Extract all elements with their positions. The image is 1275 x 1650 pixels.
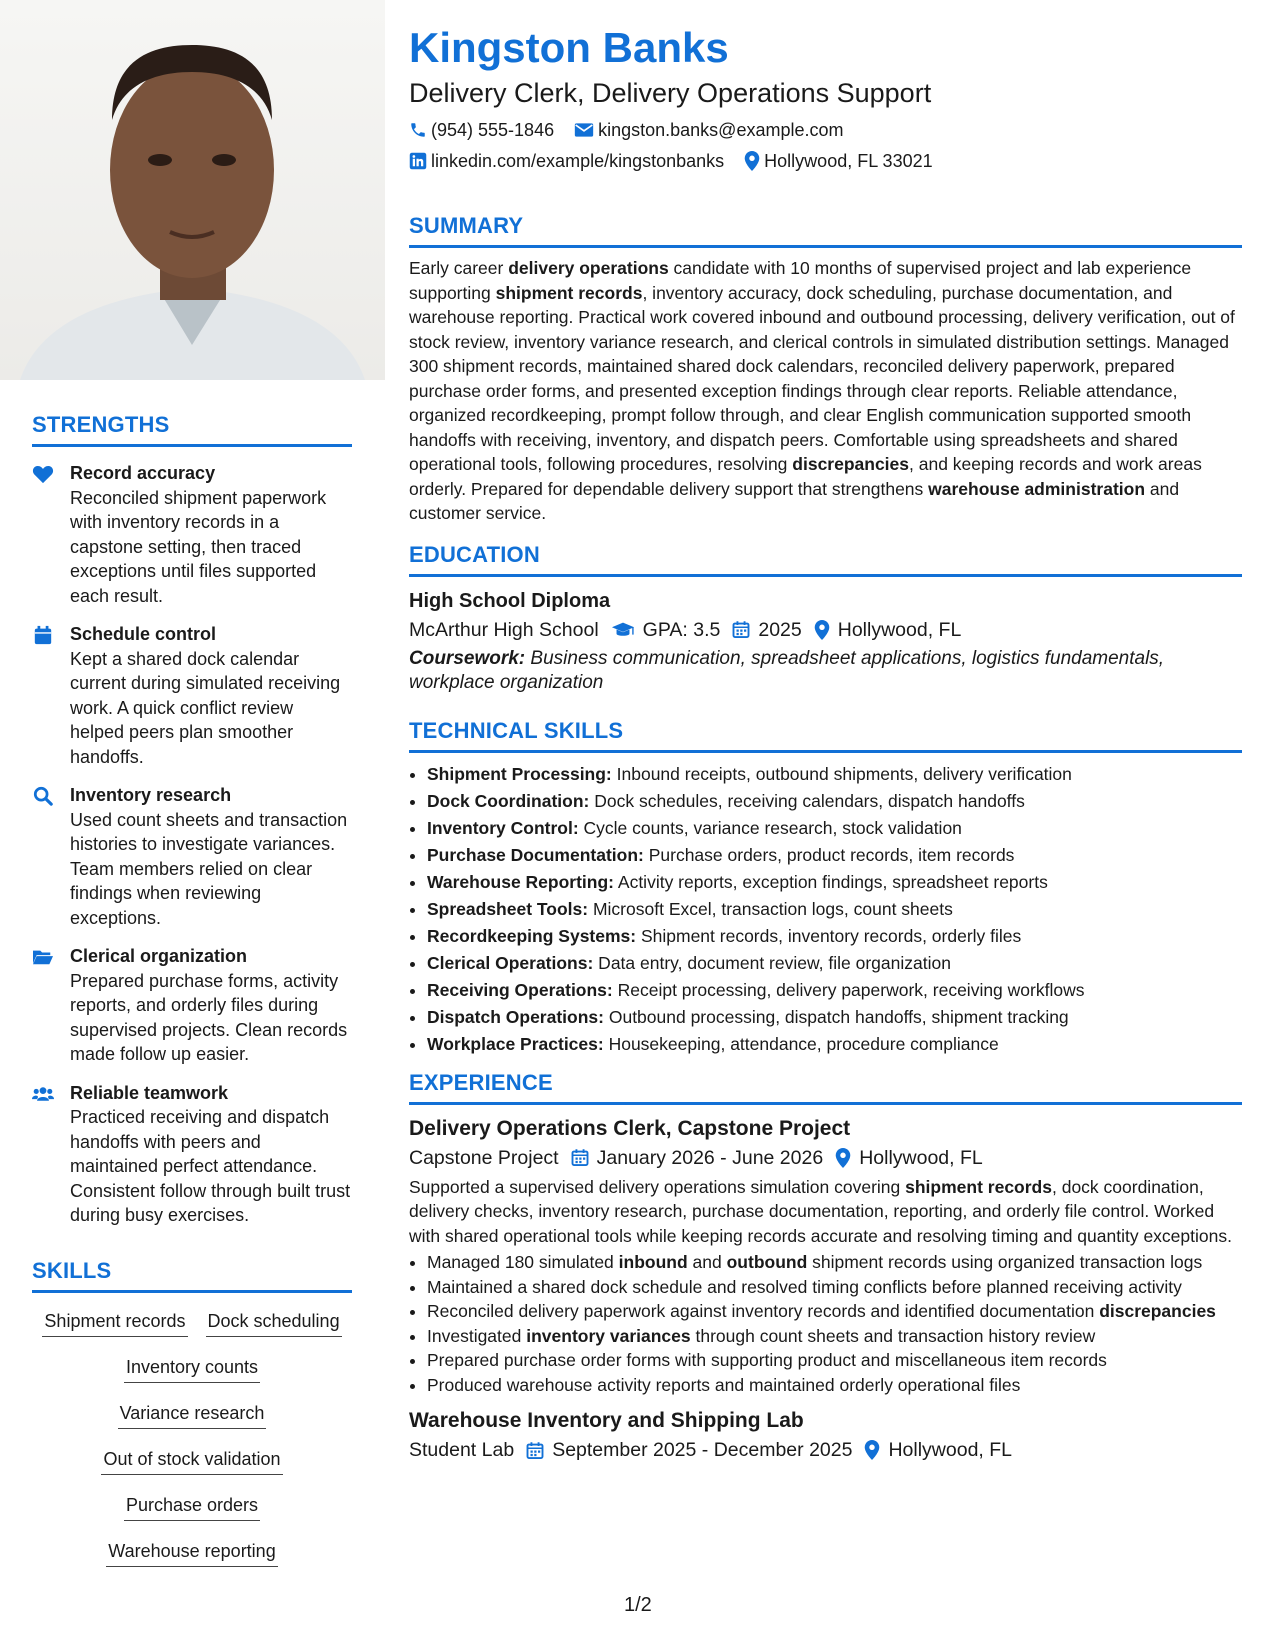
strength-text: Practiced receiving and dispatch handoffs with peers and maintained perfect attendance. Consistent follow through built trust during busy exercises. (70, 1107, 351, 1225)
text-run: through count sheets and transaction history review (690, 1325, 1096, 1346)
text-run: , dock coordination, delivery checks, inventory research, purchase documentation, reporting, and orderly file control. Worked with shared operational tools while keeping records accurate and resolving timing and quantity exceptions. (409, 1176, 1232, 1246)
strength-text: Reconciled shipment paperwork with inventory records in a capstone setting, then traced exceptions until files supported each result. (70, 487, 327, 606)
skill-chip: Purchase orders (124, 1493, 260, 1521)
tech-skill-label: Inventory Control: (427, 817, 579, 838)
phone-icon (409, 121, 427, 139)
technical-skills-list (409, 761, 1242, 1058)
bold-text: inbound (618, 1252, 688, 1272)
year-item (732, 615, 801, 645)
email-text: kingston.banks@example.com (598, 120, 844, 140)
tech-skill-label: Dispatch Operations: (427, 1006, 604, 1027)
tech-skill-item (427, 1004, 1242, 1031)
tech-skill-value: Activity reports, exception findings, spreadsheet reports (614, 871, 1048, 892)
tech-skill-label: Purchase Documentation: (427, 844, 644, 865)
search-icon (32, 786, 54, 806)
tech-skill-value: Shipment records, inventory records, orderly files (636, 925, 1022, 946)
calendar-icon (32, 625, 54, 645)
summary-rule (409, 245, 1242, 248)
job-title: Delivery Operations Clerk, Capstone Project (409, 1116, 851, 1140)
job-location-item (864, 1435, 1012, 1465)
envelope-icon (574, 122, 594, 138)
tech-skill-item (427, 815, 1242, 842)
text-run: and customer service. (409, 478, 1180, 523)
strengths-heading: STRENGTHS (32, 412, 170, 437)
bold-text: shipment records (495, 282, 643, 303)
tech-skill-label: Recordkeeping Systems: (427, 925, 637, 946)
summary-section (409, 213, 1242, 526)
strength-title: Clerical organization (70, 946, 248, 966)
tech-skill-value: Receipt processing, delivery paperwork, receiving workflows (612, 979, 1085, 1000)
summary-text (409, 256, 1242, 526)
job-location: Hollywood, FL (859, 1146, 983, 1169)
strength-title: Record accuracy (70, 463, 216, 483)
job-bullet (427, 1299, 1242, 1324)
text-run: , inventory accuracy, dock scheduling, purchase documentation, and warehouse reporting. Practical work covered inbound and outbound processing, delivery verification, out of stock review, inventory variance research, and clerical controls in simulated distribution settings. Managed 300 shipment records, maintained shared dock calendars, reconciled delivery paperwork, prepared purchase order forms, and presented exception findings through clear reports. Reliable attendance, organized recordkeeping, prompt follow through, and clear English communication supported smooth handoffs with receiving, inventory, and dispatch peers. Comfortable using spreadsheets and shared operational tools, following procedures, resolving (409, 282, 1235, 474)
bold-text: discrepancies (1099, 1301, 1216, 1321)
tech-skill-label: Dock Coordination: (427, 790, 590, 811)
tech-skill-value: Dock schedules, receiving calendars, dispatch handoffs (589, 790, 1025, 811)
gpa-text: GPA: 3.5 (642, 618, 721, 641)
tech-skill-value: Data entry, document review, file organization (593, 952, 951, 973)
linkedin-text: linkedin.com/example/kingstonbanks (431, 151, 725, 171)
location-pin-icon (814, 620, 830, 640)
location-pin-icon (744, 151, 760, 171)
job-meta (409, 1143, 1242, 1173)
job-location: Hollywood, FL (888, 1439, 1013, 1461)
bold-text: delivery operations (508, 258, 669, 278)
users-icon (32, 1084, 54, 1104)
tech-skill-value: Housekeeping, attendance, procedure compliance (603, 1033, 999, 1054)
strength-text: Prepared purchase forms, activity reports, and orderly files during supervised projects. Clean records made follow up easier. (70, 970, 348, 1064)
job-bullet (427, 1250, 1242, 1275)
skill-chip: Warehouse reporting (106, 1539, 277, 1567)
job-bullet (427, 1324, 1242, 1349)
strength-text: Kept a shared dock calendar current during simulated receiving work. A quick conflict review helped peers plan smoother handoffs. (70, 648, 341, 767)
tech-skill-label: Shipment Processing: (427, 763, 612, 784)
experience-section (409, 1070, 1242, 1466)
job-description (409, 1175, 1242, 1249)
tech-skill-label: Spreadsheet Tools: (427, 898, 589, 919)
strength-title: Inventory research (70, 785, 232, 805)
text-run: Produced warehouse activity reports and maintained orderly operational files (427, 1374, 1021, 1395)
education-degree: High School Diploma (409, 589, 611, 612)
phone-contact[interactable] (409, 118, 554, 142)
education-section (409, 542, 1242, 696)
summary-heading: SUMMARY (409, 213, 524, 238)
location-contact (744, 149, 932, 173)
school-name: McArthur High School (409, 618, 599, 641)
tech-skill-label: Workplace Practices: (427, 1033, 604, 1054)
job-dates-item (571, 1143, 824, 1173)
skills-list (32, 1309, 352, 1585)
coursework (409, 647, 1242, 696)
text-run: Early career (409, 258, 509, 278)
text-run: shipment records using organized transaction logs (807, 1252, 1203, 1272)
tech-skill-label: Warehouse Reporting: (427, 871, 614, 892)
text-run: Managed 180 simulated (427, 1252, 619, 1272)
gpa-item (611, 615, 721, 645)
text-run: Maintained a shared dock schedule and resolved timing conflicts before planned receiving activity (427, 1276, 1182, 1297)
skill-chip: Shipment records (42, 1309, 187, 1337)
job-dates: January 2026 - June 2026 (596, 1146, 824, 1169)
job-dates: September 2025 - December 2025 (552, 1439, 853, 1461)
job-bullet (427, 1348, 1242, 1373)
contact-row (409, 149, 1242, 173)
left-column (32, 412, 352, 1585)
job-location-item (835, 1143, 983, 1173)
education-meta (409, 615, 1242, 645)
experience-rule (409, 1102, 1242, 1105)
tech-skill-item (427, 977, 1242, 1004)
text-run: Prepared purchase order forms with supporting product and miscellaneous item records (427, 1350, 1107, 1370)
bold-text: outbound (726, 1252, 808, 1272)
skill-chip: Inventory counts (124, 1355, 260, 1383)
strength-title: Reliable teamwork (70, 1082, 229, 1103)
tech-skill-value: Inbound receipts, outbound shipments, delivery verification (611, 763, 1072, 784)
coursework-label: Coursework: (409, 647, 526, 669)
skill-chip: Dock scheduling (206, 1309, 342, 1337)
tech-skill-value: Microsoft Excel, transaction logs, count sheets (588, 898, 953, 919)
technical-skills-section (409, 718, 1242, 1058)
tech-skill-item (427, 842, 1242, 869)
location-pin-icon (835, 1148, 851, 1168)
right-column (409, 22, 1242, 1465)
location-pin-icon (864, 1440, 880, 1460)
graduation-cap-icon (611, 621, 635, 639)
job-bullet (427, 1275, 1242, 1300)
education-rule (409, 574, 1242, 577)
text-run: Investigated (427, 1325, 527, 1346)
strength-item (32, 461, 352, 608)
text-run: and (687, 1252, 727, 1272)
page-number: 1/2 (624, 1594, 652, 1616)
text-run: , and keeping records and work areas orderly. Prepared for dependable delivery support that strengthens (409, 454, 1202, 499)
tech-skill-item (427, 788, 1242, 815)
bold-text: discrepancies (792, 454, 910, 474)
tech-skill-value: Cycle counts, variance research, stock validation (578, 817, 962, 838)
location-text: Hollywood, FL 33021 (764, 151, 933, 171)
technical-skills-heading: TECHNICAL SKILLS (409, 717, 624, 743)
job-bullets (409, 1250, 1242, 1397)
skills-rule (32, 1290, 352, 1293)
bold-text: shipment records (905, 1176, 1052, 1197)
skills-heading: SKILLS (32, 1257, 112, 1283)
edu-location-item (814, 615, 962, 645)
strength-text: Used count sheets and transaction histories to investigate variances. Team members relied on clear findings when reviewing exceptions. (70, 809, 348, 928)
technical-skills-rule (409, 750, 1242, 753)
strength-item (32, 1081, 352, 1228)
job-meta (409, 1435, 1242, 1465)
job-dates-item (526, 1435, 852, 1465)
calendar-icon (732, 620, 750, 639)
strength-item (32, 783, 352, 930)
candidate-title: Delivery Clerk, Delivery Operations Support (409, 78, 932, 108)
bold-text: inventory variances (526, 1325, 691, 1346)
tech-skill-item (427, 923, 1242, 950)
phone-text: (954) 555-1846 (431, 120, 555, 140)
candidate-name: Kingston Banks (409, 24, 729, 71)
email-contact[interactable] (574, 118, 843, 142)
year-text: 2025 (758, 618, 802, 641)
tech-skill-item (427, 950, 1242, 977)
coursework-text: Business communication, spreadsheet applications, logistics fundamentals, workplace organization (409, 647, 1165, 693)
job-org: Capstone Project (409, 1146, 559, 1169)
linkedin-contact[interactable] (409, 149, 724, 173)
bold-text: warehouse administration (928, 478, 1146, 499)
skill-chip: Out of stock validation (101, 1447, 282, 1475)
tech-skill-value: Outbound processing, dispatch handoffs, shipment tracking (603, 1006, 1069, 1027)
profile-photo (0, 0, 385, 380)
tech-skill-item (427, 761, 1242, 788)
tech-skill-item (427, 1031, 1242, 1058)
linkedin-icon (409, 152, 427, 170)
text-run: Supported a supervised delivery operations simulation covering (409, 1176, 906, 1197)
job-bullet (427, 1373, 1242, 1398)
strength-title: Schedule control (70, 624, 217, 644)
strength-item (32, 944, 352, 1067)
tech-skill-item (427, 869, 1242, 896)
strengths-rule (32, 444, 352, 447)
tech-skill-label: Clerical Operations: (427, 952, 594, 973)
calendar-icon (571, 1148, 589, 1167)
edu-location-text: Hollywood, FL (837, 618, 962, 641)
folder-open-icon (32, 947, 54, 967)
strength-item (32, 622, 352, 769)
job-title: Warehouse Inventory and Shipping Lab (409, 1409, 804, 1432)
experience-heading: EXPERIENCE (409, 1069, 553, 1095)
contact-row (409, 118, 1242, 142)
text-run: Reconciled delivery paperwork against inventory records and identified documentation (427, 1301, 1100, 1321)
tech-skill-value: Purchase orders, product records, item records (643, 844, 1015, 865)
tech-skill-item (427, 896, 1242, 923)
tech-skill-label: Receiving Operations: (427, 979, 613, 1000)
education-heading: EDUCATION (409, 541, 540, 567)
text-run: candidate with 10 months of supervised project and lab experience supporting (409, 258, 1192, 303)
heart-icon (32, 464, 54, 484)
job-org: Student Lab (409, 1439, 515, 1461)
skill-chip: Variance research (118, 1401, 267, 1429)
calendar-icon (526, 1441, 544, 1460)
